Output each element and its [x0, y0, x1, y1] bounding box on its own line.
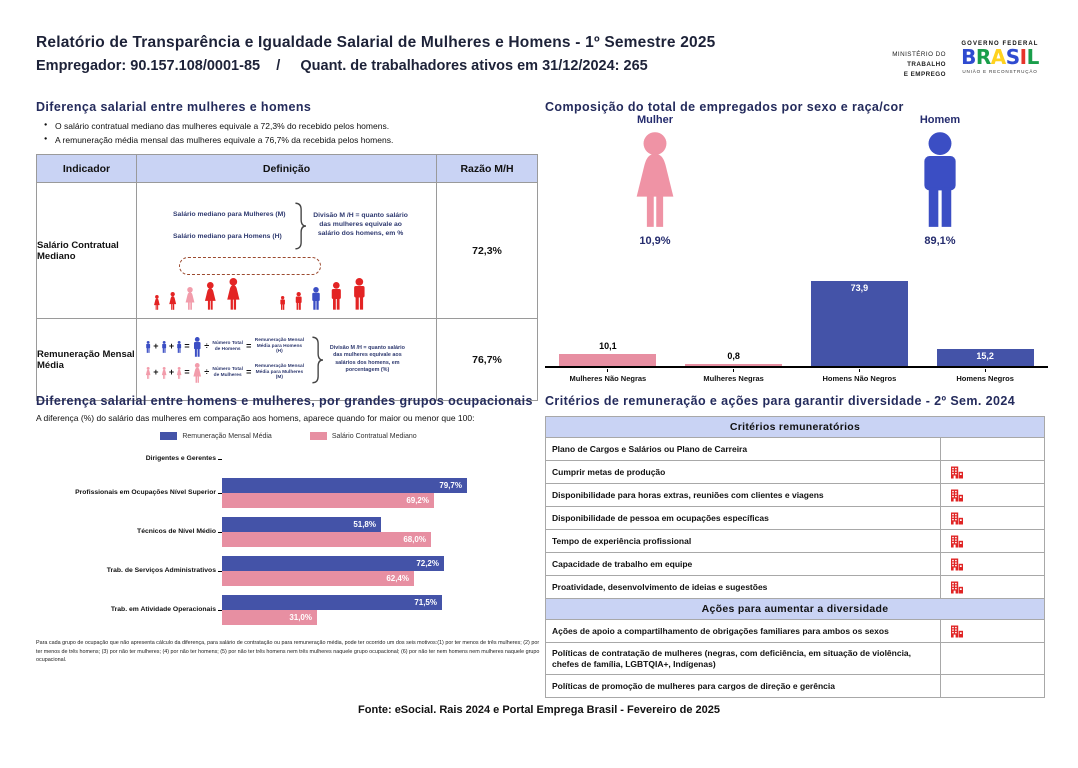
female-person-icon — [630, 132, 680, 228]
occupation-label: Trab. de Serviços Administrativos — [106, 566, 216, 574]
section-occupations — [36, 394, 541, 665]
occupation-group-row — [36, 595, 541, 625]
plus-operator: + — [168, 341, 175, 351]
report-subtitle: Empregador: 90.157.108/0001-85 / Quant. de trabalhadores ativos em 31/12/2024: 265 — [36, 58, 648, 74]
composition-bar — [685, 364, 782, 366]
composition-bar-value: 10,1 — [599, 341, 617, 351]
criteria-informed-cell — [941, 675, 1044, 697]
female-person-icon — [176, 367, 182, 379]
male-person-icon — [145, 341, 151, 353]
criteria-informed-cell — [941, 643, 1044, 674]
composition-bar-slot — [922, 278, 1048, 366]
company-building-icon — [950, 535, 964, 548]
plus-operator: + — [168, 367, 175, 377]
pay-gap-title: Diferença salarial entre mulheres e homens — [36, 100, 312, 114]
criteria-row — [546, 575, 1044, 598]
section-pay-gap — [36, 100, 537, 401]
equals-operator: = — [246, 367, 252, 377]
composition-bar — [811, 281, 908, 366]
criteria-row — [546, 483, 1044, 506]
divide-operator: ÷ — [204, 367, 210, 377]
criteria-informed-cell — [941, 620, 1044, 642]
male-person-icon — [161, 341, 167, 353]
occupation-bars — [222, 556, 444, 586]
composition-bar-slot — [797, 278, 923, 366]
plus-operator: + — [153, 367, 159, 377]
occupations-legend — [36, 432, 541, 440]
pay-gap-bullet: ● A remuneração média mensal das mulheres equivale a 76,7% da recebida pelos homens. — [44, 135, 537, 145]
occupation-bars — [222, 595, 442, 625]
company-building-icon — [950, 489, 964, 502]
brasil-logo — [952, 47, 1048, 67]
brace-icon — [310, 332, 323, 388]
criteria-table — [545, 416, 1045, 698]
occupation-group-row — [36, 556, 541, 586]
male-person-icon — [915, 132, 965, 228]
male-person-icon — [351, 278, 368, 310]
women-divisor-label: Número Total de Mulheres — [212, 366, 243, 378]
criteria-group-header: Critérios remuneratórios — [546, 417, 1044, 437]
criteria-label: Cumprir metas de produção — [546, 461, 941, 483]
occupation-group-row — [36, 517, 541, 547]
median-ratio-note: Divisão M /H = quanto salário das mulheres equivale ao salário dos homens, em % — [313, 212, 408, 237]
women-result-label: Remuneração Mensal Média para Mulheres (M) — [254, 363, 305, 381]
criteria-title: Critérios de remuneração e ações para garantir diversidade - 2º Sem. 2024 — [545, 394, 1016, 408]
criteria-row — [546, 674, 1044, 697]
occupation-label: Dirigentes e Gerentes — [145, 454, 216, 462]
occupation-bars — [222, 478, 467, 508]
brace-icon — [293, 200, 306, 252]
pictogram-males — [279, 278, 367, 310]
composition-chart — [545, 278, 1048, 383]
female-person-icon — [225, 278, 242, 310]
legend-label: Salário Contratual Mediano — [331, 432, 417, 440]
criteria-informed-cell — [941, 484, 1044, 506]
composition-bar-slot — [545, 278, 671, 366]
occupation-bar: 69,2% — [222, 493, 434, 508]
composition-category-label: Homens Negros — [922, 368, 1048, 383]
pink-swatch-icon — [310, 432, 327, 440]
composition-bar-value: 0,8 — [727, 351, 740, 361]
gov-federal-label: GOVERNO FEDERAL — [961, 41, 1039, 47]
occupation-bar: 31,0% — [222, 610, 317, 625]
median-highlight-box — [179, 257, 321, 275]
composition-chart-categories — [545, 368, 1048, 383]
female-percentage: 10,9% — [639, 235, 671, 247]
men-average-formula — [145, 337, 305, 357]
occupation-bar: 62,4% — [222, 571, 414, 586]
criteria-label: Ações de apoio a compartilhamento de obrigações familiares para ambos os sexos — [546, 620, 941, 642]
composition-category-label: Mulheres Negras — [671, 368, 797, 383]
equals-operator: = — [246, 341, 252, 351]
female-label: Mulher — [636, 114, 674, 126]
population-pictogram — [137, 254, 436, 310]
female-person-icon — [153, 295, 161, 310]
criteria-row — [546, 552, 1044, 575]
divide-operator: ÷ — [204, 341, 210, 351]
company-building-icon — [950, 625, 964, 638]
female-person-icon — [161, 367, 167, 379]
brasil-logo-letter: A — [990, 45, 1006, 69]
company-building-icon — [950, 466, 964, 479]
criteria-label: Políticas de contratação de mulheres (negras, com deficiência, em situação de violência, chefes de família, LGBTQIA+, Indígenas) — [546, 643, 941, 674]
source-footer: Fonte: eSocial. Rais 2024 e Portal Emprega Brasil - Fevereiro de 2025 — [358, 704, 720, 716]
male-person-icon — [310, 287, 322, 310]
occupation-bar: 72,2% — [222, 556, 444, 571]
occupation-bars — [222, 517, 431, 547]
criteria-group-header: Ações para aumentar a diversidade — [546, 598, 1044, 619]
occupation-group-row — [36, 478, 541, 508]
composition-category-label: Mulheres Não Negras — [545, 368, 671, 383]
indicator-name: Salário Contratual Mediano — [37, 183, 137, 319]
brasil-logo-letter: R — [975, 45, 991, 69]
company-building-icon — [950, 512, 964, 525]
axis-tick — [218, 459, 222, 460]
col-header-definicao: Definição — [137, 155, 437, 183]
occupations-title: Diferença salarial entre homens e mulheres, por grandes grupos ocupacionais — [36, 394, 533, 408]
brasil-logo-letter: B — [961, 45, 976, 69]
composition-title: Composição do total de empregados por sexo e raça/cor — [545, 100, 904, 114]
col-header-indicador: Indicador — [37, 155, 137, 183]
criteria-label: Políticas de promoção de mulheres para cargos de direção e gerência — [546, 675, 941, 697]
female-person-icon — [192, 363, 203, 383]
legend-label: Remuneração Mensal Média — [182, 432, 272, 440]
blue-swatch-icon — [160, 432, 177, 440]
criteria-informed-cell — [941, 576, 1044, 598]
male-person-icon — [294, 292, 303, 310]
criteria-informed-cell — [941, 507, 1044, 529]
male-person-icon — [176, 341, 182, 353]
gov-slogan: UNIÃO E RECONSTRUÇÃO — [962, 69, 1038, 74]
criteria-row — [546, 619, 1044, 642]
occupations-chart — [36, 452, 541, 625]
report-title: Relatório de Transparência e Igualdade Salarial de Mulheres e Homens - 1º Semestre 2025 — [36, 34, 716, 51]
median-women-label: Salário mediano para Mulheres (M) — [173, 211, 286, 218]
criteria-row — [546, 642, 1044, 674]
criteria-row — [546, 460, 1044, 483]
male-person-icon — [279, 296, 286, 310]
male-label: Homem — [919, 114, 961, 126]
plus-operator: + — [153, 341, 159, 351]
occupation-bar: 79,7% — [222, 478, 467, 493]
brasil-logo-letter: S — [1005, 45, 1020, 69]
occupation-group-row — [36, 452, 541, 466]
pay-gap-bullet: ● O salário contratual mediano das mulheres equivale a 72,3% do recebido pelos homens. — [44, 121, 537, 131]
company-building-icon — [950, 581, 964, 594]
female-person-icon — [168, 292, 177, 310]
criteria-row — [546, 437, 1044, 460]
composition-bar-slot — [671, 278, 797, 366]
men-divisor-label: Número Total de Homens — [212, 340, 243, 352]
occupations-subtitle: A diferença (%) do salário das mulheres em comparação aos homens, aparece quando for maior ou menor que 100: — [36, 413, 475, 423]
occupations-footnote: Para cada grupo de ocupação que não apresenta cálculo da diferença, para salário de contratação ou para remuneração média, pode ter ocorrido um dos seis motivos:(1) por ter menos de três mulheres; (2) por ter menos de três homens; (3) por não ter mulheres; (4) por não ter homens; (5) por não ter três homens nem três mulheres naquele grupo ocupacional; (6) por não ter nem homens nem mulheres naquele grupo ocupacional. — [36, 640, 540, 664]
female-figure-block — [575, 114, 735, 247]
median-men-label: Salário mediano para Homens (H) — [173, 233, 282, 240]
ratio-value: 72,3% — [437, 183, 538, 319]
section-criteria — [545, 394, 1045, 698]
gov-federal-logo — [952, 41, 1048, 74]
equals-operator: = — [184, 341, 190, 351]
criteria-informed-cell — [941, 461, 1044, 483]
brasil-logo-letter: I — [1019, 45, 1027, 69]
occupation-bar: 68,0% — [222, 532, 431, 547]
women-average-formula — [145, 363, 305, 383]
occupation-label: Profissionais em Ocupações Nível Superior — [75, 488, 216, 496]
male-percentage: 89,1% — [924, 235, 956, 247]
composition-bar — [559, 354, 656, 366]
criteria-label: Disponibilidade para horas extras, reuniões com clientes e viagens — [546, 484, 941, 506]
occupation-label: Trab. em Atividade Operacionais — [110, 605, 216, 613]
composition-bar-value: 73,9 — [850, 283, 869, 293]
average-ratio-note: Divisão M /H = quanto salário das mulheres equivale aos salários dos homens, em porcentagem (%) — [329, 344, 405, 373]
section-composition — [545, 100, 1048, 383]
female-person-icon — [145, 367, 151, 379]
men-result-label: Remuneração Mensal Média para Homens (H) — [254, 337, 305, 355]
pay-gap-bullets — [44, 121, 537, 145]
ministry-logo — [872, 50, 946, 80]
criteria-label: Disponibilidade de pessoa em ocupações específicas — [546, 507, 941, 529]
indicator-table — [36, 154, 538, 401]
occupation-bar: 51,8% — [222, 517, 381, 532]
ministry-line1: MINISTÉRIO DO — [892, 51, 946, 58]
female-person-icon — [184, 287, 196, 310]
col-header-razao: Razão M/H — [437, 155, 538, 183]
occupation-bar: 71,5% — [222, 595, 442, 610]
company-building-icon — [950, 558, 964, 571]
criteria-label: Tempo de experiência profissional — [546, 530, 941, 552]
criteria-label: Proatividade, desenvolvimento de ideias e sugestões — [546, 576, 941, 598]
legend-item-remuneracao — [160, 432, 272, 440]
criteria-informed-cell — [941, 530, 1044, 552]
composition-category-label: Homens Não Negros — [797, 368, 923, 383]
male-person-icon — [329, 282, 344, 310]
criteria-row — [546, 506, 1044, 529]
composition-bar-value: 15,2 — [976, 351, 994, 361]
composition-chart-bars — [545, 278, 1048, 368]
criteria-label: Capacidade de trabalho em equipe — [546, 553, 941, 575]
ministry-line3: E EMPREGO — [903, 71, 946, 79]
ratio-value: 76,7% — [437, 319, 538, 401]
ministry-line2: TRABALHO — [907, 61, 946, 69]
criteria-row — [546, 529, 1044, 552]
brasil-logo-letter: L — [1026, 45, 1039, 69]
pictogram-females — [153, 278, 241, 310]
indicator-name: Remuneração Mensal Média — [37, 319, 137, 401]
criteria-informed-cell — [941, 438, 1044, 460]
female-person-icon — [203, 282, 218, 310]
male-figure-block — [860, 114, 1020, 247]
male-person-icon — [192, 337, 203, 357]
criteria-informed-cell — [941, 553, 1044, 575]
equals-operator: = — [184, 367, 190, 377]
criteria-label: Plano de Cargos e Salários ou Plano de Carreira — [546, 438, 941, 460]
legend-item-salario — [310, 432, 417, 440]
occupation-label: Técnicos de Nível Médio — [137, 527, 216, 535]
